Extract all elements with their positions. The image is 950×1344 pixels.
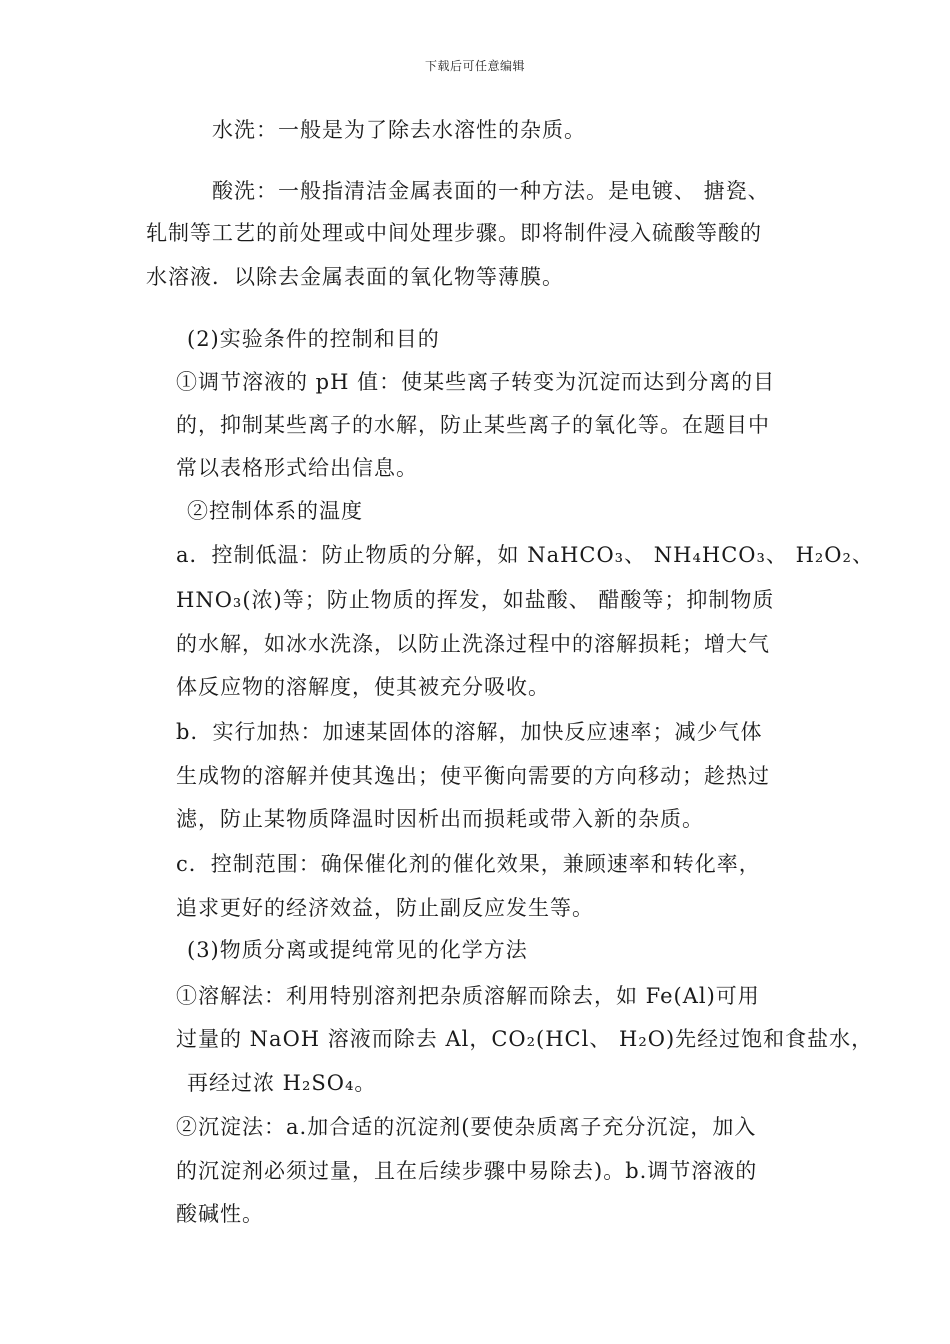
page-header: 下载后可任意编辑 — [424, 59, 525, 73]
text-line: 再经过浓 H₂SO₄。 — [187, 1071, 377, 1095]
text-line: 的沉淀剂必须过量，且在后续步骤中易除去)。b.调节溶液的 — [176, 1159, 758, 1183]
section-heading: (2)实验条件的控制和目的 — [187, 327, 440, 351]
text-line: 体反应物的溶解度，使其被充分吸收。 — [176, 675, 550, 699]
text-line: 的水解，如冰水洗涤，以防止洗涤过程中的溶解损耗；增大气 — [176, 632, 770, 656]
text-line: 生成物的溶解并使其逸出；使平衡向需要的方向移动；趁热过 — [176, 764, 770, 788]
subsection-heading: ②控制体系的温度 — [187, 499, 363, 523]
text-line: a．控制低温：防止物质的分解，如 NaHCO₃、 NH₄HCO₃、 H₂O₂、 — [176, 543, 874, 567]
text-line: 滤，防止某物质降温时因析出而损耗或带入新的杂质。 — [176, 807, 704, 831]
text-line: ①调节溶液的 pH 值：使某些离子转变为沉淀而达到分离的目 — [176, 370, 776, 394]
text-line: 轧制等工艺的前处理或中间处理步骤。即将制件浸入硫酸等酸的 — [146, 221, 762, 245]
text-line: ②沉淀法：a.加合适的沉淀剂(要使杂质离子充分沉淀，加入 — [176, 1115, 757, 1139]
text-line: 酸洗：一般指清洁金属表面的一种方法。是电镀、 搪瓷、 — [212, 179, 770, 203]
text-line: 水溶液．以除去金属表面的氧化物等薄膜。 — [146, 265, 564, 289]
text-line: 过量的 NaOH 溶液而除去 Al，CO₂(HCl、 H₂O)先经过饱和食盐水， — [176, 1027, 874, 1051]
text-line: c．控制范围：确保催化剂的催化效果，兼顾速率和转化率， — [176, 852, 761, 876]
text-line: b．实行加热：加速某固体的溶解，加快反应速率；减少气体 — [176, 720, 763, 744]
text-line: 酸碱性。 — [176, 1202, 264, 1226]
text-line: 的，抑制某些离子的水解，防止某些离子的氧化等。在题目中 — [176, 413, 770, 437]
section-heading: (3)物质分离或提纯常见的化学方法 — [187, 938, 528, 962]
text-line: 常以表格形式给出信息。 — [176, 456, 418, 480]
text-line: HNO₃(浓)等；防止物质的挥发，如盐酸、 醋酸等；抑制物质 — [176, 588, 775, 612]
text-line: 追求更好的经济效益，防止副反应发生等。 — [176, 896, 594, 920]
text-line: ①溶解法：利用特别溶剂把杂质溶解而除去，如 Fe(Al)可用 — [176, 984, 760, 1008]
text-line: 水洗：一般是为了除去水溶性的杂质。 — [212, 118, 586, 142]
